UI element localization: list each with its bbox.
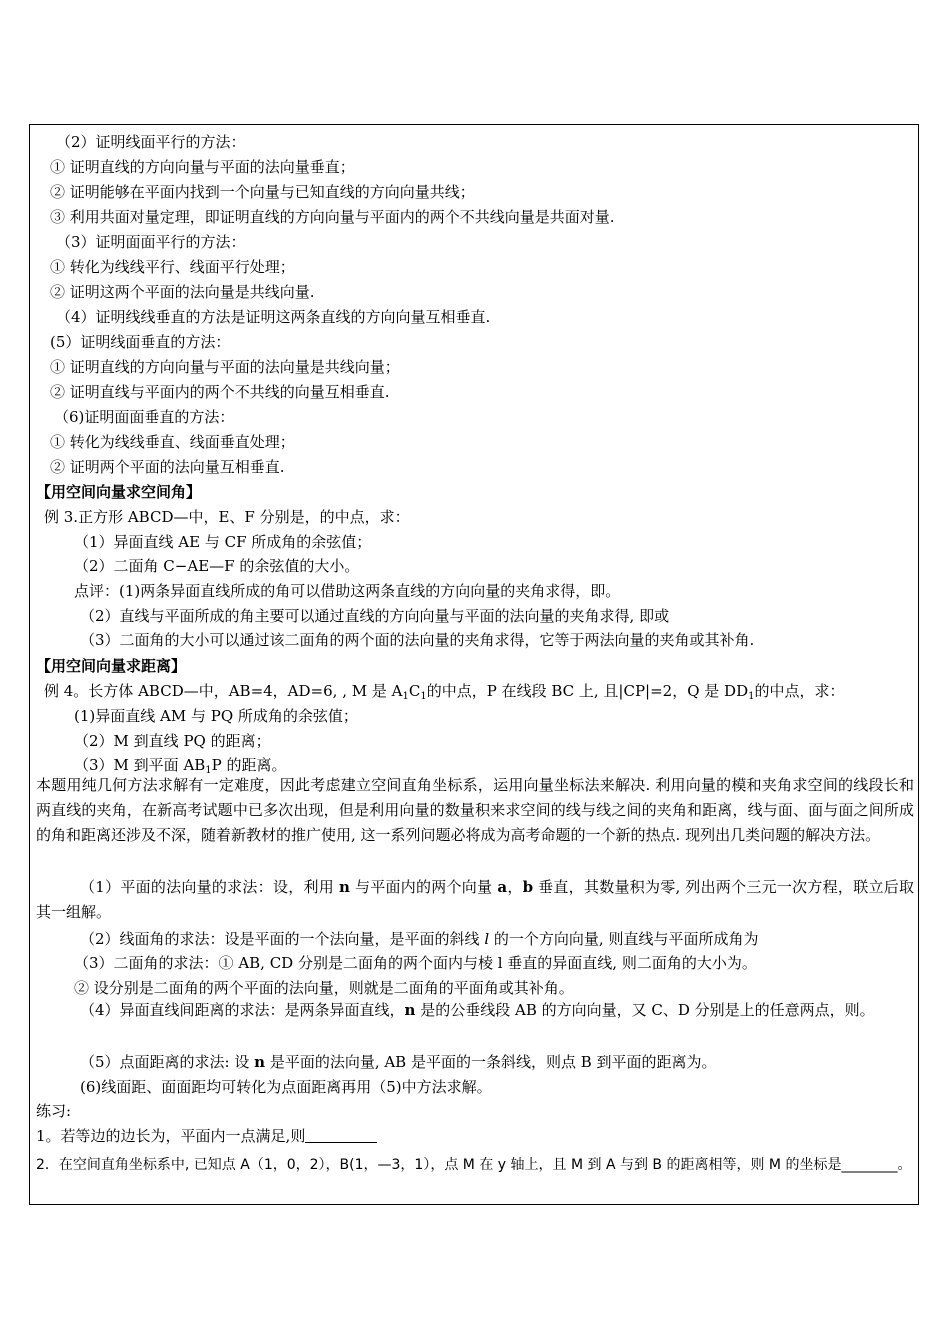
method-1-part: 与平面内的两个向量	[349, 878, 498, 896]
method-5-part: 是平面的法向量, AB 是平面的一条斜线，则点 B 到平面的距离为。	[265, 1053, 717, 1071]
subscript: 1	[402, 691, 409, 702]
subscript: 1	[420, 691, 427, 702]
method-3: （3）二面角的求法：① AB, CD 分别是二面角的两个面内与棱 l 垂直的异面直线, 则二面角的大小为。	[74, 954, 757, 972]
example-4	[44, 682, 844, 706]
example-3-question-2: （2）二面角 C−AE—F 的余弦值的大小。	[74, 557, 360, 575]
question-3-part: P 的距离。	[211, 756, 287, 774]
method-3b: ② 设分别是二面角的两个平面的法向量，则就是二面角的平面角或其补角。	[74, 979, 574, 997]
method-4	[36, 998, 914, 1023]
method-1-part: （1）平面的法向量的求法：设，利用	[80, 878, 340, 896]
method-5	[80, 1053, 717, 1071]
method-2-part: 的一个方向向量, 则直线与平面所成角为	[489, 930, 759, 948]
method-1-part: ，	[507, 878, 523, 896]
vector-n: n	[404, 1001, 416, 1019]
vector-b: b	[522, 878, 534, 896]
example-4-part: 例 4。长方体 ABCD—中，AB=4，AD=6, , M 是 A	[44, 682, 403, 700]
practice-1	[36, 1127, 377, 1145]
section-2-item-3: ③ 利用共面对量定理，即证明直线的方向向量与平面内的两个不共线向量是共面对量.	[50, 208, 615, 226]
method-2-part: （2）线面角的求法：设是平面的一个法向量，是平面的斜线	[80, 930, 485, 948]
subscript: 1	[748, 691, 755, 702]
section-3-title: （3）证明面面平行的方法：	[56, 233, 246, 251]
example-4-part: C	[408, 682, 421, 700]
vector-n: n	[254, 1053, 266, 1071]
method-6: (6)线面距、面面距均可转化为点面距离再用（5)中方法求解。	[80, 1078, 492, 1096]
question-3-part: （3）M 到平面 AB	[74, 756, 206, 774]
comment-3: （3）二面角的大小可以通过该二面角的两个面的法向量的夹角求得，它等于两法向量的夹角或其补角.	[80, 631, 755, 649]
section-6-title: （6)证明面面垂直的方法：	[54, 408, 235, 426]
practice-1-text: 1。若等边的边长为，平面内一点满足,则	[36, 1127, 306, 1145]
section-6-item-2: ② 证明两个平面的法向量互相垂直.	[50, 458, 285, 476]
method-4-part: （4）异面直线间距离的求法：是两条异面直线，	[80, 1001, 405, 1019]
example-4-question-1: (1)异面直线 AM 与 PQ 所成角的余弦值；	[74, 707, 358, 725]
comment-1: 点评：(1)两条异面直线所成的角可以借助这两条直线的方向向量的夹角求得，即。	[74, 582, 621, 600]
section-5-item-2: ② 证明直线与平面内的两个不共线的向量互相垂直.	[50, 383, 390, 401]
intro-paragraph: 本题用纯几何方法求解有一定难度，因此考虑建立空间直角坐标系，运用向量坐标法来解决. 利用向量的模和夹角求空间的线段长和两直线的夹角，在新高考试题中已多次出现，但是利用向量的数量积来求空间的线与线之间的夹角和距离，线与面、面与面之间所成的角和距离还涉及不深，随着新教材的推广使用, 这一系列问题必将成为高考命题的一个新的热点. 现列出几类问题的解决方法。	[36, 776, 914, 844]
vector-n: n	[339, 878, 350, 896]
line-l: l	[484, 930, 490, 948]
method-1	[36, 875, 914, 925]
section-2-title: （2）证明线面平行的方法：	[56, 133, 246, 151]
method-2	[80, 930, 758, 948]
method-4-part: 是的公垂线段 AB 的方向向量，又 C、D 分别是上的任意两点，则。	[415, 1001, 875, 1019]
section-2-item-1: ① 证明直线的方向向量与平面的法向量垂直；	[50, 158, 355, 176]
subscript: 1	[205, 765, 212, 776]
content-box	[29, 124, 919, 1205]
section-2-item-2: ② 证明能够在平面内找到一个向量与已知直线的方向向量共线；	[50, 183, 475, 201]
angle-heading: 【用空间向量求空间角】	[36, 483, 202, 501]
method-1-part: 垂直，其数量积为零, 列出两个三元一次方程，联立后取其一组解。	[36, 878, 914, 921]
example-4-part: 的中点，求：	[754, 682, 845, 700]
section-6-item-1: ① 转化为线线垂直、线面垂直处理；	[50, 433, 295, 451]
section-5-item-1: ① 证明直线的方向向量与平面的法向量是共线向量；	[50, 358, 400, 376]
distance-heading: 【用空间向量求距离】	[36, 657, 187, 675]
section-5-title: (5）证明线面垂直的方法：	[50, 333, 231, 351]
answer-blank[interactable]	[305, 1128, 377, 1143]
section-3-item-2: ② 证明这两个平面的法向量是共线向量.	[50, 283, 315, 301]
example-4-part: 的中点，P 在线段 BC 上, 且|CP|=2，Q 是 DD	[426, 682, 749, 700]
practice-2: 2．在空间直角坐标系中, 已知点 A（1，0，2），B(1，—3，1），点 M 在 y 轴上，且 M 到 A 与到 B 的距离相等，则 M 的坐标是________。	[36, 1157, 912, 1173]
example-4-question-2: （2）M 到直线 PQ 的距离；	[74, 732, 271, 750]
method-5-part: （5）点面距离的求法: 设	[80, 1053, 255, 1071]
example-3: 例 3.正方形 ABCD—中，E、F 分别是，的中点，求：	[44, 508, 410, 526]
vector-a: a	[497, 878, 508, 896]
section-3-item-1: ① 转化为线线平行、线面平行处理；	[50, 258, 295, 276]
comment-2: （2）直线与平面所成的角主要可以通过直线的方向向量与平面的法向量的夹角求得, 即或	[80, 607, 670, 625]
section-4-text: （4）证明线线垂直的方法是证明这两条直线的方向向量互相垂直.	[56, 308, 491, 326]
practice-label: 练习:	[36, 1102, 72, 1120]
example-3-question-1: （1）异面直线 AE 与 CF 所成角的余弦值；	[74, 533, 372, 551]
